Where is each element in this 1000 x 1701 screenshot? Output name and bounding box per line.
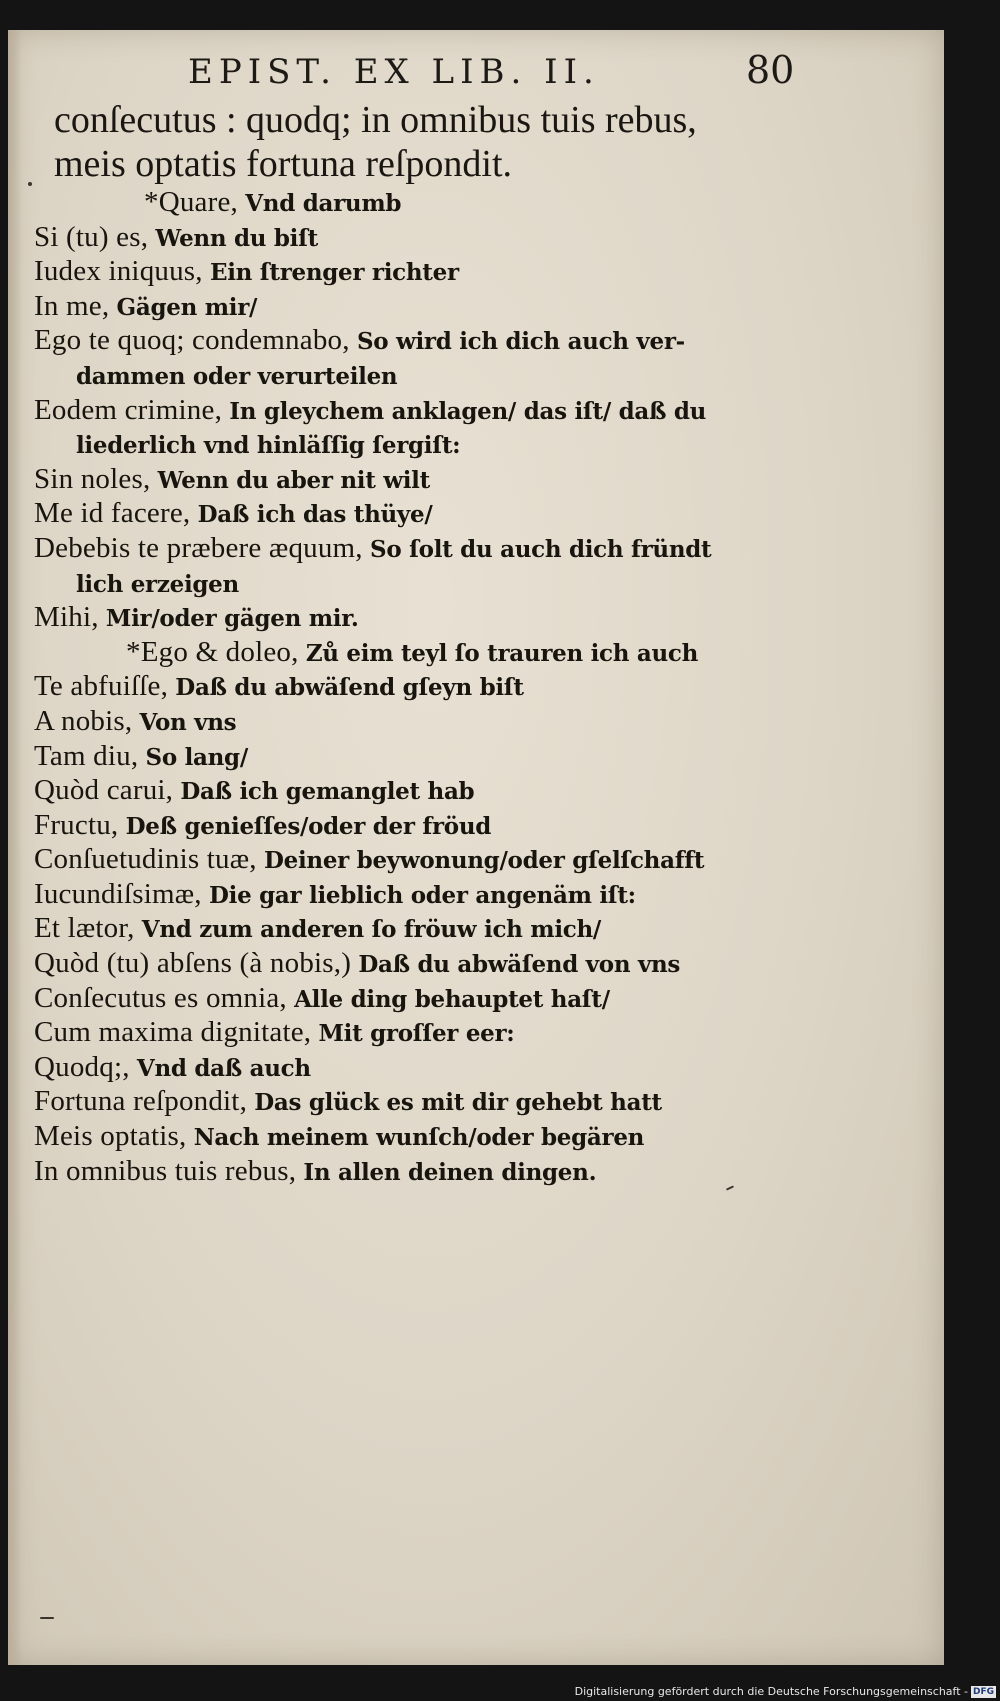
german-translation: Vnd darumb	[245, 190, 402, 217]
latin-phrase: Quòd carui,	[34, 774, 174, 807]
glossary-entry	[34, 324, 914, 359]
glossary-entry	[34, 290, 914, 325]
german-translation: Von vns	[139, 708, 237, 736]
german-translation: Vnd daß auch	[136, 1054, 311, 1082]
glossary-entry	[34, 878, 914, 913]
latin-phrase: Quòd (tu) abſens (à nobis,)	[34, 947, 352, 980]
glossary-entry	[34, 497, 914, 532]
intro-line: meis optatis fortuna reſpondit.	[54, 143, 513, 185]
running-title: EPIST. EX LIB. II.	[188, 52, 600, 92]
latin-phrase: Eodem crimine,	[34, 393, 223, 426]
german-translation: Das glück es mit dir gehebt hatt	[254, 1089, 662, 1117]
german-translation: liederlich vnd hinläſſig ſergiſt:	[76, 432, 461, 460]
glossary-entry	[34, 463, 914, 498]
german-translation: Alle ding behauptet haſt/	[294, 985, 610, 1013]
dfg-logo: DFG	[972, 1686, 994, 1697]
latin-phrase: Fortuna reſpondit,	[34, 1085, 248, 1118]
german-translation: dammen oder verurteilen	[76, 362, 398, 390]
latin-phrase: Mihi,	[34, 601, 99, 634]
latin-phrase: Conſuetudinis tuæ,	[34, 843, 257, 876]
german-translation: Vnd zum anderen ſo fröuw ich mich/	[141, 916, 601, 944]
glossary-entry	[34, 1120, 914, 1155]
digitization-credit	[575, 1685, 996, 1698]
glossary-entry	[34, 740, 914, 775]
glossary-list	[34, 186, 914, 1189]
glossary-entry	[34, 255, 914, 290]
latin-phrase: A nobis,	[34, 704, 133, 737]
german-translation: Nach meinem wunſch/oder begären	[193, 1124, 645, 1152]
latin-phrase: Iudex iniquus,	[34, 255, 203, 288]
glossary-entry	[34, 601, 914, 636]
latin-phrase: In omnibus tuis rebus,	[34, 1154, 297, 1187]
german-translation: Daß du abwäſend von vns	[358, 951, 681, 979]
glossary-entry	[34, 947, 914, 982]
glossary-entry	[34, 809, 914, 844]
german-translation: Die gar lieblich oder angenäm iſt:	[209, 881, 636, 909]
latin-phrase: Fructu,	[34, 808, 119, 841]
glossary-entry	[34, 1155, 914, 1190]
latin-phrase: In me,	[34, 289, 110, 322]
german-translation: Deiner beywonung/oder gſelſchafft	[263, 847, 705, 875]
glossary-entry	[34, 532, 914, 567]
german-translation: lich erzeigen	[76, 570, 239, 598]
glossary-entry	[34, 567, 914, 602]
latin-phrase: Meis optatis,	[34, 1120, 187, 1153]
latin-phrase: Te abfuiſſe,	[34, 670, 169, 703]
glossary-entry	[34, 1051, 914, 1086]
german-translation: Daß du abwäſend gſeyn biſt	[175, 674, 524, 702]
latin-phrase: *Quare,	[144, 186, 238, 218]
glossary-entry	[34, 359, 914, 394]
glossary-entry	[34, 843, 914, 878]
german-translation: Deß genieſſes/oder der fröud	[125, 812, 492, 840]
german-translation: So wird ich dich auch ver-	[356, 328, 685, 356]
glossary-entry	[34, 705, 914, 740]
german-translation: In allen deinen dingen.	[303, 1158, 597, 1186]
folio-number: 80	[746, 48, 795, 92]
glossary-entry	[34, 636, 914, 671]
glossary-entry	[34, 774, 914, 809]
german-translation: Zů eim teyl ſo trauren ich auch	[305, 639, 699, 667]
latin-phrase: Ego te quoq; condemnabo,	[34, 324, 350, 357]
latin-phrase: Cum maxima dignitate,	[34, 1016, 312, 1049]
latin-phrase: Si (tu) es,	[34, 220, 149, 253]
page-gutter-shadow	[8, 30, 22, 1665]
glossary-entry	[34, 428, 914, 463]
glossary-entry	[34, 982, 914, 1017]
latin-phrase: Me id facere,	[34, 497, 191, 530]
german-translation: Ein ſtrenger richter	[209, 259, 459, 287]
book-page	[8, 30, 944, 1665]
german-translation: Mit groſſer eer:	[318, 1020, 515, 1048]
intro-line: conſecutus : quodq; in omnibus tuis rebus,	[54, 99, 697, 141]
latin-phrase: Tam diu,	[34, 739, 139, 772]
glossary-entry	[34, 221, 914, 256]
glossary-entry	[34, 394, 914, 429]
german-translation: Daß ich gemanglet hab	[180, 778, 475, 806]
latin-phrase: Sin noles,	[34, 462, 151, 495]
glossary-entry	[34, 1016, 914, 1051]
glossary-entry	[34, 912, 914, 947]
german-translation: So ſolt du auch dich fründt	[370, 535, 712, 563]
german-translation: Wenn du aber nit wilt	[157, 466, 430, 494]
german-translation: Gägen mir/	[116, 293, 258, 321]
glossary-entry	[34, 1085, 914, 1120]
credit-text: Digitalisierung gefördert durch die Deutsche Forschungsgemeinschaft -	[574, 1685, 968, 1698]
latin-phrase: Et lætor,	[34, 912, 135, 945]
latin-phrase: Debebis te præbere æquum,	[34, 531, 363, 564]
german-translation: So lang/	[145, 743, 248, 771]
latin-phrase: Quodq;,	[34, 1050, 130, 1083]
german-translation: Daß ich das thüye/	[197, 501, 433, 529]
ink-speck	[40, 1617, 54, 1619]
ink-speck	[28, 182, 32, 186]
german-translation: In gleychem anklagen/ das iſt/ daß du	[229, 397, 707, 425]
glossary-entry	[34, 186, 914, 221]
german-translation: Mir/oder gägen mir.	[105, 605, 359, 633]
intro-text	[54, 98, 697, 186]
latin-phrase: *Ego & doleo,	[126, 635, 299, 668]
latin-phrase: Iucundiſsimæ,	[34, 877, 202, 910]
glossary-entry	[34, 670, 914, 705]
latin-phrase: Conſecutus es omnia,	[34, 981, 287, 1014]
german-translation: Wenn du biſt	[155, 224, 319, 252]
